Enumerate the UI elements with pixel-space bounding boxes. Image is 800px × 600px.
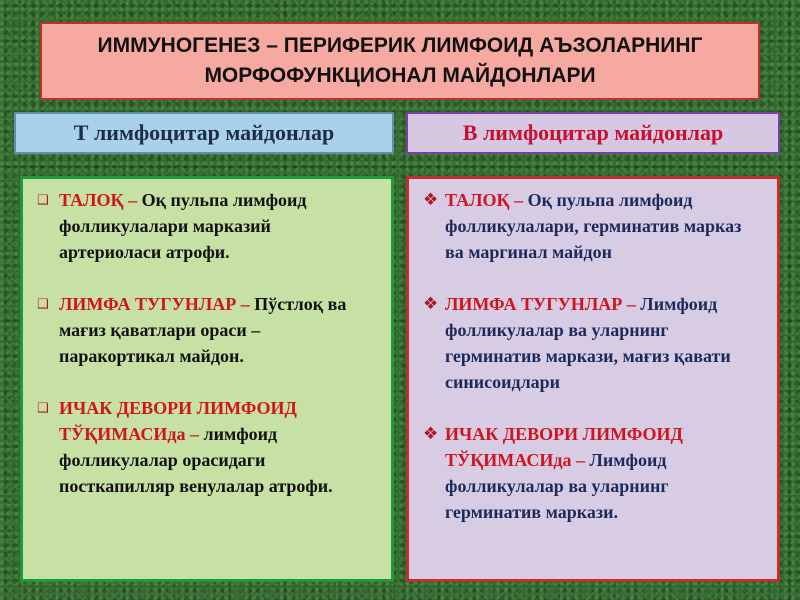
b-item-lymph-nodes-desc: Лимфоид фолликулалар ва уларнинг герминатив маркази, мағиз қавати синисоидлари — [445, 294, 731, 392]
b-item-lymph-nodes-text — [445, 291, 761, 395]
square-bullet-icon: ❑ — [37, 193, 49, 208]
diamond-bullet-icon: ❖ — [423, 294, 439, 314]
b-item-intestine-text — [445, 421, 761, 525]
diamond-bullet-icon: ❖ — [423, 190, 439, 210]
square-bullet-icon: ❑ — [37, 401, 49, 416]
t-item-spleen-text — [59, 187, 375, 265]
b-item-intestine-key: ИЧАК ДЕВОРИ ЛИМФОИД ТЎҚИМАСИда – — [445, 424, 683, 470]
t-item-intestine-key: ИЧАК ДЕВОРИ ЛИМФОИД ТЎҚИМАСИда – — [59, 398, 297, 444]
b-item-spleen-text — [445, 187, 761, 265]
t-item-lymph-nodes-desc: Пўстлоқ ва мағиз қаватлари ораси – паракортикал майдон. — [59, 294, 347, 366]
b-item-intestine — [423, 421, 761, 525]
t-lymphocyte-panel — [20, 176, 394, 582]
b-item-intestine-desc: Лимфоид фолликулалар ва уларнинг герминатив маркази. — [445, 450, 669, 522]
b-item-spleen-key: ТАЛОҚ – — [445, 190, 528, 210]
square-bullet-icon: ❑ — [37, 297, 49, 312]
t-item-spleen-desc: Оқ пульпа лимфоид фолликулалари марказий артериоласи атрофи. — [59, 190, 307, 262]
t-item-lymph-nodes-key: ЛИМФА ТУГУНЛАР – — [59, 294, 255, 314]
t-item-intestine-desc: лимфоид фолликулалар орасидаги посткапилляр венулалар атрофи. — [59, 424, 333, 496]
b-item-spleen-desc: Оқ пульпа лимфоид фолликулалари, герминатив марказ ва маргинал майдон — [445, 190, 742, 262]
t-item-intestine-text — [59, 395, 375, 499]
b-item-lymph-nodes-key: ЛИМФА ТУГУНЛАР – — [445, 294, 641, 314]
b-lymphocyte-header: В лимфоцитар майдонлар — [406, 112, 780, 154]
b-lymphocyte-panel — [406, 176, 780, 582]
t-item-intestine — [37, 395, 375, 499]
diamond-bullet-icon: ❖ — [423, 424, 439, 444]
slide-title-line-2: МОРФОФУНКЦИОНАЛ МАЙДОНЛАРИ — [204, 64, 596, 87]
t-item-lymph-nodes-text — [59, 291, 375, 369]
t-item-spleen-key: ТАЛОҚ – — [59, 190, 142, 210]
t-lymphocyte-header: Т лимфоцитар майдонлар — [14, 112, 394, 154]
slide-title-line-1: ИММУНОГЕНЕЗ – ПЕРИФЕРИК ЛИМФОИД АЪЗОЛАРНИНГ — [97, 34, 703, 57]
t-item-lymph-nodes — [37, 291, 375, 369]
b-item-lymph-nodes — [423, 291, 761, 395]
t-item-spleen — [37, 187, 375, 265]
b-item-spleen — [423, 187, 761, 265]
slide-title — [40, 22, 760, 100]
